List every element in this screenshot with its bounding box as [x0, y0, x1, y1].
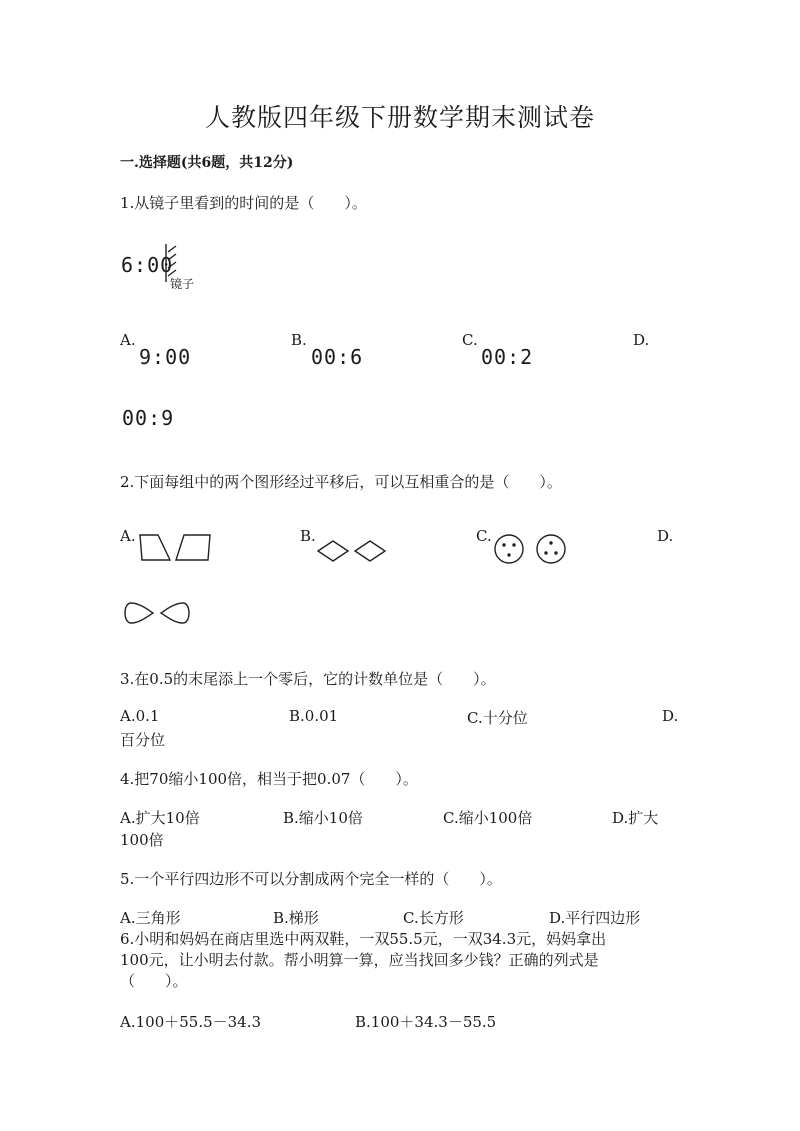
q4-option-c: C.缩小100倍	[443, 809, 533, 827]
q5-option-b: B.梯形	[273, 909, 319, 927]
question-6-line-2: 100元，让小明去付款。帮小明算一算，应当找回多少钱？正确的列式是	[120, 951, 599, 969]
q5-option-a: A.三角形	[120, 909, 181, 927]
q1-option-a: A.	[120, 331, 136, 349]
section-heading: 一.选择题(共6题，共12分)	[120, 155, 294, 171]
question-3-text: 3.在0.5的末尾添上一个零后，它的计数单位是（ ）。	[120, 670, 496, 688]
q1-option-c: C.	[462, 331, 478, 349]
q1-display-b: 00:6	[311, 345, 364, 369]
q3-option-a: A.0.1	[120, 707, 160, 725]
rhombus-pair-icon	[316, 538, 388, 564]
question-6-line-1: 6.小明和妈妈在商店里选中两双鞋，一双55.5元，一双34.3元，妈妈拿出	[120, 930, 607, 948]
q4-option-d-cont: 100倍	[120, 831, 164, 849]
question-5-text: 5.一个平行四边形不可以分割成两个完全一样的（ ）。	[120, 870, 502, 888]
question-6-line-3: （ ）。	[120, 972, 188, 990]
mirror-label: 镜子	[170, 277, 195, 291]
page-title: 人教版四年级下册数学期末测试卷	[204, 103, 595, 132]
face-circle-pair-icon	[492, 533, 572, 565]
q4-option-d: D.扩大	[612, 809, 659, 827]
q5-option-d: D.平行四边形	[549, 909, 641, 927]
question-2-text: 2.下面每组中的两个图形经过平移后，可以互相重合的是（ ）。	[120, 473, 562, 491]
question-4-text: 4.把70缩小100倍，相当于把0.07（ ）。	[120, 770, 418, 788]
q3-option-c: C.十分位	[467, 709, 528, 727]
q1-option-d: D.	[633, 331, 650, 349]
question-1-text: 1.从镜子里看到的时间的是（ ）。	[120, 194, 367, 212]
q4-option-b: B.缩小10倍	[283, 809, 363, 827]
q6-option-b: B.100＋34.3－55.5	[355, 1013, 497, 1031]
q3-option-d-cont: 百分位	[120, 731, 166, 749]
q2-option-c: C.	[476, 527, 492, 545]
q1-display-d: 00:9	[122, 406, 175, 430]
q2-option-b: B.	[300, 527, 316, 545]
q2-option-a: A.	[120, 527, 136, 545]
q1-display-c: 00:2	[481, 345, 534, 369]
q1-option-b: B.	[291, 331, 307, 349]
q4-option-a: A.扩大10倍	[120, 809, 200, 827]
teardrop-pair-icon	[121, 599, 193, 627]
q3-option-b: B.0.01	[289, 707, 339, 725]
q3-option-d: D.	[662, 707, 679, 725]
clock-display: 6:00	[121, 253, 174, 277]
q6-option-a: A.100＋55.5－34.3	[120, 1013, 262, 1031]
trapezoid-pair-icon	[136, 532, 216, 564]
q2-option-d: D.	[657, 527, 674, 545]
q1-display-a: 9:00	[139, 345, 192, 369]
q5-option-c: C.长方形	[403, 909, 464, 927]
